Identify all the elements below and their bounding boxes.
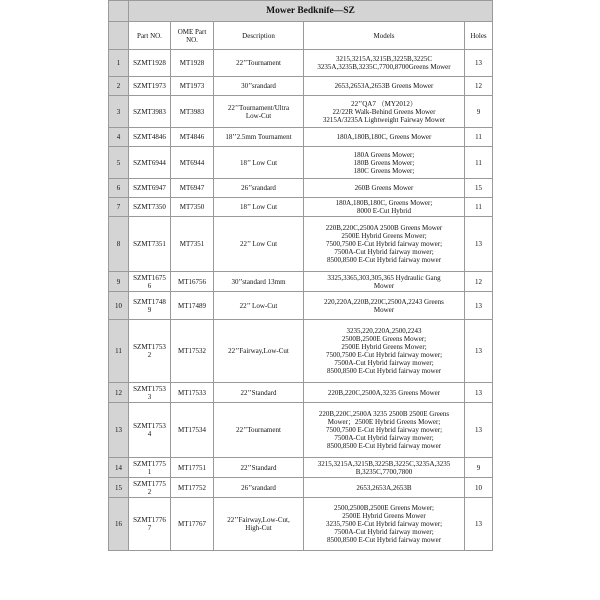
row-ome-part-no: MT6944 — [171, 147, 214, 179]
row-index: 10 — [109, 292, 129, 320]
row-description: 26’’srandard — [214, 478, 304, 498]
row-index: 4 — [109, 128, 129, 147]
header-row — [109, 22, 493, 50]
row-holes: 13 — [465, 403, 493, 458]
row-holes: 9 — [465, 458, 493, 478]
row-models: 260B Greens Mower — [304, 179, 465, 198]
row-holes: 13 — [465, 292, 493, 320]
row-index: 15 — [109, 478, 129, 498]
row-models: 3325,3365,303,305,365 Hydraulic Gang Mower — [304, 272, 465, 292]
row-ome-part-no: MT17489 — [171, 292, 214, 320]
header-ome-part-no: OME Part NO. — [171, 22, 214, 50]
row-part-no: SZMT1753 4 — [129, 403, 171, 458]
row-index: 1 — [109, 50, 129, 77]
row-part-no: SZMT4846 — [129, 128, 171, 147]
header-index — [109, 22, 129, 50]
row-part-no: SZMT1973 — [129, 77, 171, 96]
title-gutter-cell — [109, 1, 129, 22]
row-index: 6 — [109, 179, 129, 198]
row-models: 220B,220C,2500A 3235 2500B 2500E Greens Mower；2500E Hybrid Greens Mower; 7500,7500 E-Cut Hybrid fairway mower; 7500A-Cut Hybrid fairway mower; 8500,8500 E-Cut Hybrid fairway mower — [304, 403, 465, 458]
row-holes: 15 — [465, 179, 493, 198]
row-models: 2653,2653A,2653B — [304, 478, 465, 498]
row-models: 3215,3215A,3215B,3225B,3225C 3235A,3235B,3235C,7700,8700Greens Mower — [304, 50, 465, 77]
table-row — [109, 320, 493, 383]
title-row — [109, 1, 493, 22]
row-part-no: SZMT1753 2 — [129, 320, 171, 383]
row-ome-part-no: MT17751 — [171, 458, 214, 478]
table-row — [109, 96, 493, 128]
header-part-no: Part NO. — [129, 22, 171, 50]
table-row — [109, 272, 493, 292]
row-ome-part-no: MT3983 — [171, 96, 214, 128]
row-ome-part-no: MT7351 — [171, 217, 214, 272]
row-index: 2 — [109, 77, 129, 96]
row-part-no: SZMT7350 — [129, 198, 171, 217]
bedknife-table — [108, 0, 493, 551]
row-models: 180A,180B,180C, Greens Mower; 8000 E-Cut Hybrid — [304, 198, 465, 217]
row-models: 3215,3215A,3215B,3225B,3225C,3235A,3235 B,3235C,7700,7800 — [304, 458, 465, 478]
row-part-no: SZMT6947 — [129, 179, 171, 198]
row-ome-part-no: MT7350 — [171, 198, 214, 217]
row-models: 22’’QA7 （MY2012） 22/22R Walk-Behind Greens Mower 3215A/3235A Lightweight Fairway Mower — [304, 96, 465, 128]
row-models: 2653,2653A,2653B Greens Mower — [304, 77, 465, 96]
header-models: Models — [304, 22, 465, 50]
row-ome-part-no: MT6947 — [171, 179, 214, 198]
table-row — [109, 147, 493, 179]
row-part-no: SZMT3983 — [129, 96, 171, 128]
table-row — [109, 77, 493, 96]
row-index: 13 — [109, 403, 129, 458]
table-row — [109, 458, 493, 478]
row-holes: 11 — [465, 147, 493, 179]
row-ome-part-no: MT17534 — [171, 403, 214, 458]
row-holes: 13 — [465, 498, 493, 551]
row-ome-part-no: MT16756 — [171, 272, 214, 292]
row-holes: 13 — [465, 217, 493, 272]
row-index: 3 — [109, 96, 129, 128]
row-description: 22’’ Low-Cut — [214, 292, 304, 320]
row-holes: 13 — [465, 50, 493, 77]
row-index: 7 — [109, 198, 129, 217]
row-models: 220,220A,220B,220C,2500A,2243 Greens Mower — [304, 292, 465, 320]
table-row — [109, 50, 493, 77]
table-row — [109, 383, 493, 403]
table-row — [109, 198, 493, 217]
row-models: 2500,2500B,2500E Greens Mower; 2500E Hybrid Greens Mower 3235,7500 E-Cut Hybrid fairway mower; 7500A-Cut Hybrid fairway mower; 8500,8500 E-Cut Hybrid fairway mower — [304, 498, 465, 551]
table-row — [109, 179, 493, 198]
row-holes: 11 — [465, 198, 493, 217]
row-part-no: SZMT1748 9 — [129, 292, 171, 320]
header-holes: Holes — [465, 22, 493, 50]
row-part-no: SZMT7351 — [129, 217, 171, 272]
row-description: 18’’2.5mm Tournament — [214, 128, 304, 147]
row-description: 18’’ Low Cut — [214, 147, 304, 179]
row-holes: 12 — [465, 77, 493, 96]
table-row — [109, 498, 493, 551]
row-models: 180A Greens Mower; 180B Greens Mower; 180C Greens Mower; — [304, 147, 465, 179]
row-part-no: SZMT1775 1 — [129, 458, 171, 478]
row-description: 22’’Tournament — [214, 50, 304, 77]
row-models: 180A,180B,180C, Greens Mower — [304, 128, 465, 147]
row-part-no: SZMT1753 3 — [129, 383, 171, 403]
row-description: 30’’srandard — [214, 77, 304, 96]
row-index: 16 — [109, 498, 129, 551]
row-ome-part-no: MT1973 — [171, 77, 214, 96]
row-ome-part-no: MT1928 — [171, 50, 214, 77]
row-holes: 9 — [465, 96, 493, 128]
row-index: 8 — [109, 217, 129, 272]
row-description: 30’’standard 13mm — [214, 272, 304, 292]
row-holes: 11 — [465, 128, 493, 147]
table-row — [109, 128, 493, 147]
row-description: 22’’Fairway,Low-Cut — [214, 320, 304, 383]
row-description: 22’’ Low Cut — [214, 217, 304, 272]
table-title: Mower Bedknife—SZ — [129, 1, 493, 22]
row-part-no: SZMT1775 2 — [129, 478, 171, 498]
row-part-no: SZMT1675 6 — [129, 272, 171, 292]
row-holes: 12 — [465, 272, 493, 292]
row-models: 220B,220C,2500A 2500B Greens Mower 2500E Hybrid Greens Mower; 7500,7500 E-Cut Hybrid fairway mower; 7500A-Cut Hybrid fairway mower; 8500,8500 E-Cut Hybrid fairway mower — [304, 217, 465, 272]
table-row — [109, 217, 493, 272]
row-part-no: SZMT6944 — [129, 147, 171, 179]
row-index: 5 — [109, 147, 129, 179]
row-holes: 10 — [465, 478, 493, 498]
row-description: 22’’Standard — [214, 383, 304, 403]
row-part-no: SZMT1776 7 — [129, 498, 171, 551]
row-description: 22’’Tournament — [214, 403, 304, 458]
row-index: 9 — [109, 272, 129, 292]
row-index: 12 — [109, 383, 129, 403]
row-description: 18’’ Low Cut — [214, 198, 304, 217]
row-description: 26’’srandard — [214, 179, 304, 198]
row-ome-part-no: MT4846 — [171, 128, 214, 147]
row-ome-part-no: MT17532 — [171, 320, 214, 383]
table-row — [109, 478, 493, 498]
row-holes: 13 — [465, 320, 493, 383]
header-description: Description — [214, 22, 304, 50]
row-models: 220B,220C,2500A,3235 Greens Mower — [304, 383, 465, 403]
table-row — [109, 292, 493, 320]
row-description: 22’’Fairway,Low-Cut, High-Cut — [214, 498, 304, 551]
table-row — [109, 403, 493, 458]
row-ome-part-no: MT17752 — [171, 478, 214, 498]
row-ome-part-no: MT17533 — [171, 383, 214, 403]
row-part-no: SZMT1928 — [129, 50, 171, 77]
row-holes: 13 — [465, 383, 493, 403]
row-description: 22’’Tournament/Ultra Low-Cut — [214, 96, 304, 128]
row-models: 3235,220,220A,2500,2243 2500B,2500E Greens Mower; 2500E Hybrid Greens Mower; 7500,7500 E-Cut Hybrid fairway mower; 7500A-Cut Hybrid fairway mower; 8500,8500 E-Cut Hybrid fairway mower — [304, 320, 465, 383]
row-ome-part-no: MT17767 — [171, 498, 214, 551]
row-index: 14 — [109, 458, 129, 478]
row-description: 22’’Standard — [214, 458, 304, 478]
row-index: 11 — [109, 320, 129, 383]
bedknife-sheet — [108, 0, 492, 600]
